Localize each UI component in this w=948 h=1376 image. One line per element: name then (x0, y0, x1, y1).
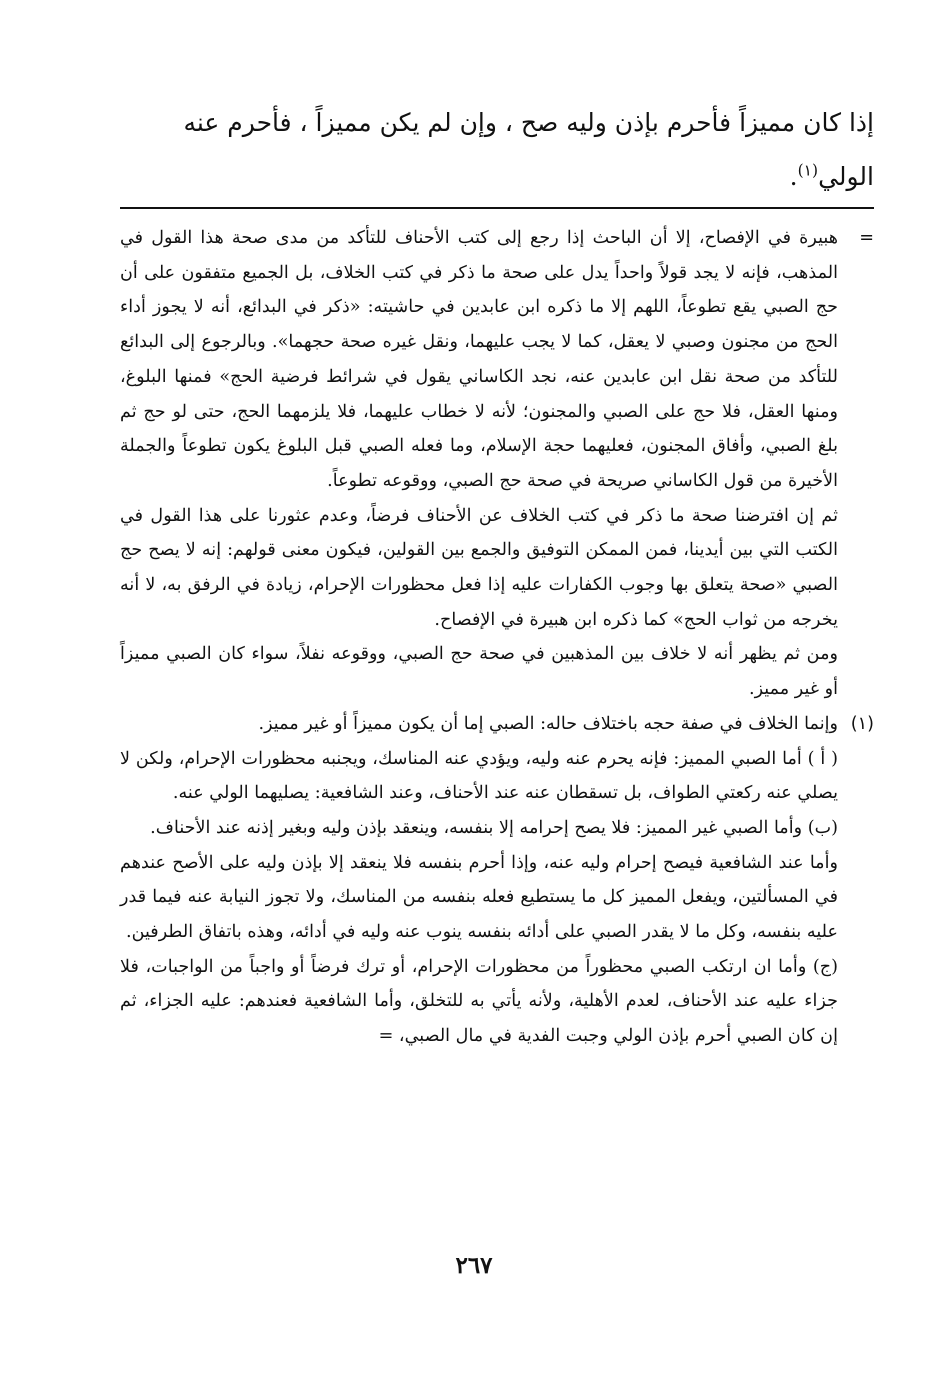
continuation-text: هبيرة في الإفصاح، إلا أن الباحث إذا رجع إلى كتب الأحناف للتأكد من مدى صحة هذا القول في المذهب، فإنه لا يجد قولاً واحداً يدل على صحة ما ذكر في كتب الخلاف، بل الجميع متفقون على أن حج الصبي يقع تطوعاً، اللهم إلا ما ذكره ابن عابدين في حاشيته: «ذكر في البدائع، أنه لا يجوز أداء الحج من مجنون وصبي لا يعقل، كما لا يجب عليهما، ونقل غيره صحة حجهما». وبالرجوع إلى البدائع للتأكد من صحة نقل ابن عابدين عنه، نجد الكاساني يقول في شرائط فرضية الحج» فمنها البلوغ، ومنها العقل، فلا حج على الصبي والمجنون؛ لأنه لا خطاب عليهما، فلا يلزمهما الحج، حتى لو حج ثم بلغ الصبي، وأفاق المجنون، فعليهما حجة الإسلام، وما فعله الصبي قبل البلوغ يكون تطوعاً والجملة الأخيرة من قول الكاساني صريحة في صحة حج الصبي، ووقوعه تطوعاً. (120, 228, 838, 491)
main-text-line2: الولي (818, 162, 874, 191)
footnote-1-item-c: (ج) وأما ان ارتكب الصبي محظوراً من محظورات الإحرام، أو ترك فرضاً أو واجباً من الواجبات، فلا جزاء عليه عند الأحناف، لعدم الأهلية، ولأنه يأتي به للتخلق، وأما الشافعية فعندهم: عليه الجزاء، ثم إن كان الصبي أحرم بإذن الولي وجبت الفدية في مال الصبي، = (120, 956, 838, 1047)
footnote-separator (120, 207, 874, 209)
footnote-1-item-b-continued: وأما عند الشافعية فيصح إحرام وليه عنه، وإذا أحرم بنفسه فلا ينعقد إلا بإذن وليه على الأصح عندهم في المسألتين، ويفعل المميز كل ما يستطيع فعله بنفسه من المناسك، ولا تجوز النيابة عنه فيما قدر عليه بنفسه، وكل ما لا يقدر الصبي على أدائه بنفسه ينوب عنه وليه في أدائه، وهذه باتفاق الطرفين. (120, 852, 838, 943)
footnotes (120, 221, 874, 1054)
footnote-paragraph-2: ثم إن افترضنا صحة ما ذكر في كتب الخلاف عن الأحناف فرضاً، وعدم عثورنا على هذا القول في الكتب التي بين أيدينا، فمن الممكن التوفيق والجمع بين القولين، فيكون معنى قولهم: إنه لا يصح حج الصبي «صحة يتعلق بها وجوب الكفارات عليه إذا فعل محظورات الإحرام، زيادة في الرفق به، لا أنه يخرجه من ثواب الحج» كما ذكره ابن هبيرة في الإفصاح. (120, 505, 838, 630)
footnote-1-item-a: ( أ ) أما الصبي المميز: فإنه يحرم عنه وليه، ويؤدي عنه المناسك، ويجنبه محظورات الإحرام، ولكن لا يصلي عنه ركعتي الطواف، بل تسقطان عنه عند الأحناف، وعند الشافعية: يصليهما الولي عنه. (120, 748, 838, 804)
continuation-marker: = (859, 228, 874, 248)
footnote-1-item-b: (ب) وأما الصبي غير المميز: فلا يصح إحرامه إلا بنفسه، وينعقد بإذن وليه وبغير إذنه عند الأحناف. (150, 817, 838, 838)
main-text-line2-end: . (789, 162, 798, 191)
main-text-line1: إذا كان مميزاً فأحرم بإذن وليه صح ، وإن لم يكن مميزاً ، فأحرم عنه (183, 108, 874, 137)
page-number: ٢٦٧ (455, 1252, 493, 1279)
footnote-paragraph-3: ومن ثم يظهر أنه لا خلاف بين المذهبين في صحة حج الصبي، ووقوعه نفلاً، سواء كان الصبي مميزاً أو غير مميز. (120, 644, 838, 700)
footnote-reference[interactable]: (١) (797, 161, 819, 180)
footnote-continuation (120, 221, 874, 499)
footnote-1 (120, 707, 874, 742)
footnote-1-marker: (١) (850, 713, 874, 734)
footnote-1-intro: وإنما الخلاف في صفة حجه باختلاف حاله: الصبي إما أن يكون مميزاً أو غير مميز. (258, 713, 838, 734)
main-text (122, 96, 874, 204)
